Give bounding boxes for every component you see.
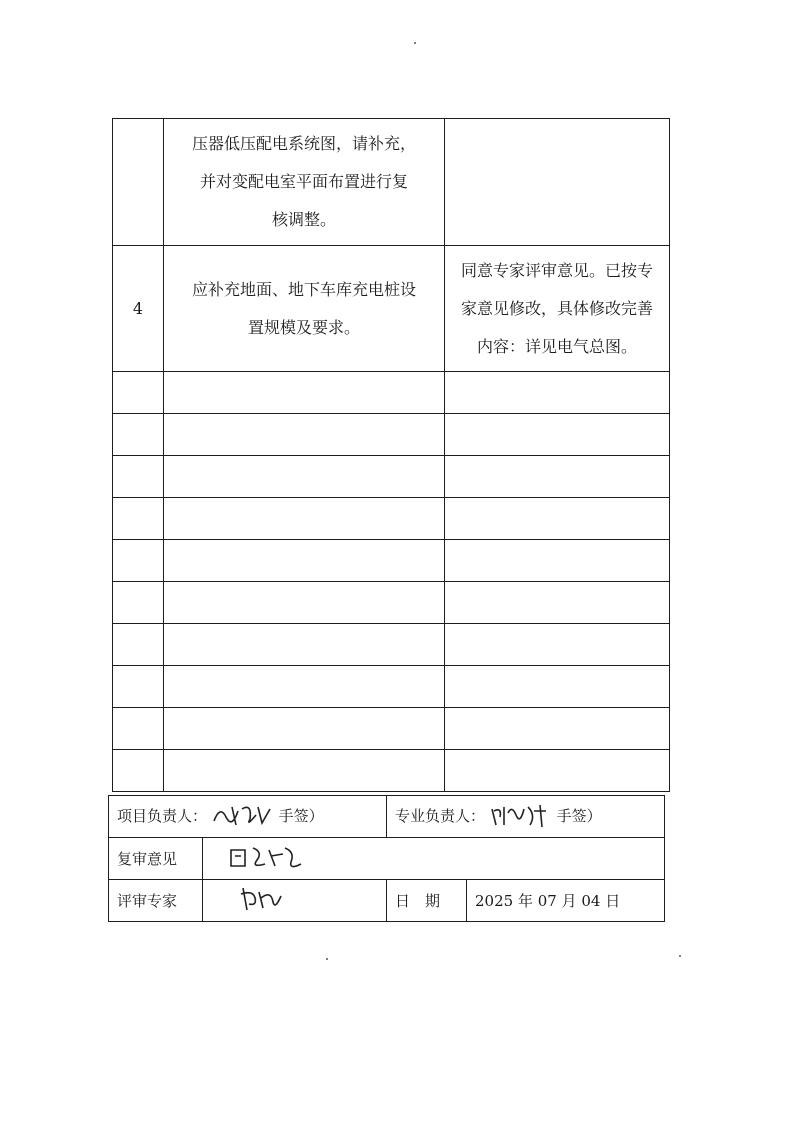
empty-cell <box>445 582 670 624</box>
row-number: 4 <box>113 246 164 372</box>
project-lead-cell <box>109 796 387 838</box>
empty-cell <box>113 372 164 414</box>
empty-row <box>113 456 670 498</box>
empty-row <box>113 498 670 540</box>
empty-cell <box>445 540 670 582</box>
empty-row <box>113 708 670 750</box>
opinion-line: 压器低压配电系统图，请补充， <box>191 134 416 153</box>
empty-cell <box>164 666 445 708</box>
empty-row <box>113 666 670 708</box>
empty-cell <box>113 582 164 624</box>
empty-cell <box>113 540 164 582</box>
expert-opinion-cell <box>164 246 445 372</box>
recheck-cell <box>203 838 665 880</box>
project-lead-label: 项目负责人： <box>117 806 208 825</box>
discipline-lead-cell <box>387 796 665 838</box>
empty-cell <box>113 414 164 456</box>
date-value: 2025 年 07 月 04 日 <box>467 880 665 922</box>
empty-cell <box>113 708 164 750</box>
table-row <box>109 796 665 838</box>
date-label: 日 期 <box>387 880 467 922</box>
empty-cell <box>445 666 670 708</box>
empty-row <box>113 540 670 582</box>
scan-speck <box>326 958 328 960</box>
empty-cell <box>445 750 670 792</box>
project-lead-suffix: 手签） <box>278 806 324 825</box>
empty-cell <box>164 540 445 582</box>
empty-cell <box>164 414 445 456</box>
empty-cell <box>164 498 445 540</box>
table-row <box>113 119 670 246</box>
empty-cell <box>113 750 164 792</box>
empty-cell <box>445 372 670 414</box>
opinion-line: 应补充地面、地下车库充电桩设 <box>191 279 416 299</box>
discipline-lead-signature <box>490 801 552 833</box>
signature-table <box>108 795 665 922</box>
table-row <box>113 246 670 372</box>
expert-label: 评审专家 <box>109 880 203 922</box>
scan-speck <box>414 42 416 44</box>
empty-cell <box>113 624 164 666</box>
recheck-label: 复审意见 <box>109 838 203 880</box>
empty-cell <box>445 498 670 540</box>
empty-cell <box>445 624 670 666</box>
recheck-handwriting <box>211 842 311 876</box>
empty-cell <box>164 624 445 666</box>
empty-row <box>113 414 670 456</box>
empty-row <box>113 582 670 624</box>
row-number <box>113 119 164 246</box>
response-cell <box>445 246 670 372</box>
response-line: 内容：详见电气总图。 <box>476 336 637 356</box>
empty-cell <box>445 456 670 498</box>
opinion-line: 并对变配电室平面布置进行复 <box>199 172 408 191</box>
empty-cell <box>113 666 164 708</box>
empty-cell <box>164 750 445 792</box>
discipline-lead-label: 专业负责人： <box>395 806 486 825</box>
table-row <box>109 880 665 922</box>
opinion-line: 置规模及要求。 <box>247 317 360 337</box>
response-line: 家意见修改，具体修改完善 <box>460 298 653 318</box>
empty-cell <box>113 456 164 498</box>
discipline-lead-suffix: 手签） <box>556 806 602 825</box>
expert-signature-cell <box>203 880 387 922</box>
response-cell <box>445 119 670 246</box>
empty-cell <box>164 372 445 414</box>
expert-opinion-cell <box>164 119 445 246</box>
empty-cell <box>164 456 445 498</box>
empty-cell <box>164 708 445 750</box>
empty-cell <box>445 708 670 750</box>
empty-row <box>113 750 670 792</box>
table-row <box>109 838 665 880</box>
response-line: 同意专家评审意见。已按专 <box>460 260 653 280</box>
scan-speck <box>679 955 681 957</box>
empty-row <box>113 372 670 414</box>
empty-cell <box>113 498 164 540</box>
empty-row <box>113 624 670 666</box>
opinion-line: 核调整。 <box>271 210 336 229</box>
review-table <box>112 118 670 792</box>
empty-cell <box>445 414 670 456</box>
expert-signature <box>211 884 291 918</box>
project-lead-signature <box>212 801 274 833</box>
empty-cell <box>164 582 445 624</box>
